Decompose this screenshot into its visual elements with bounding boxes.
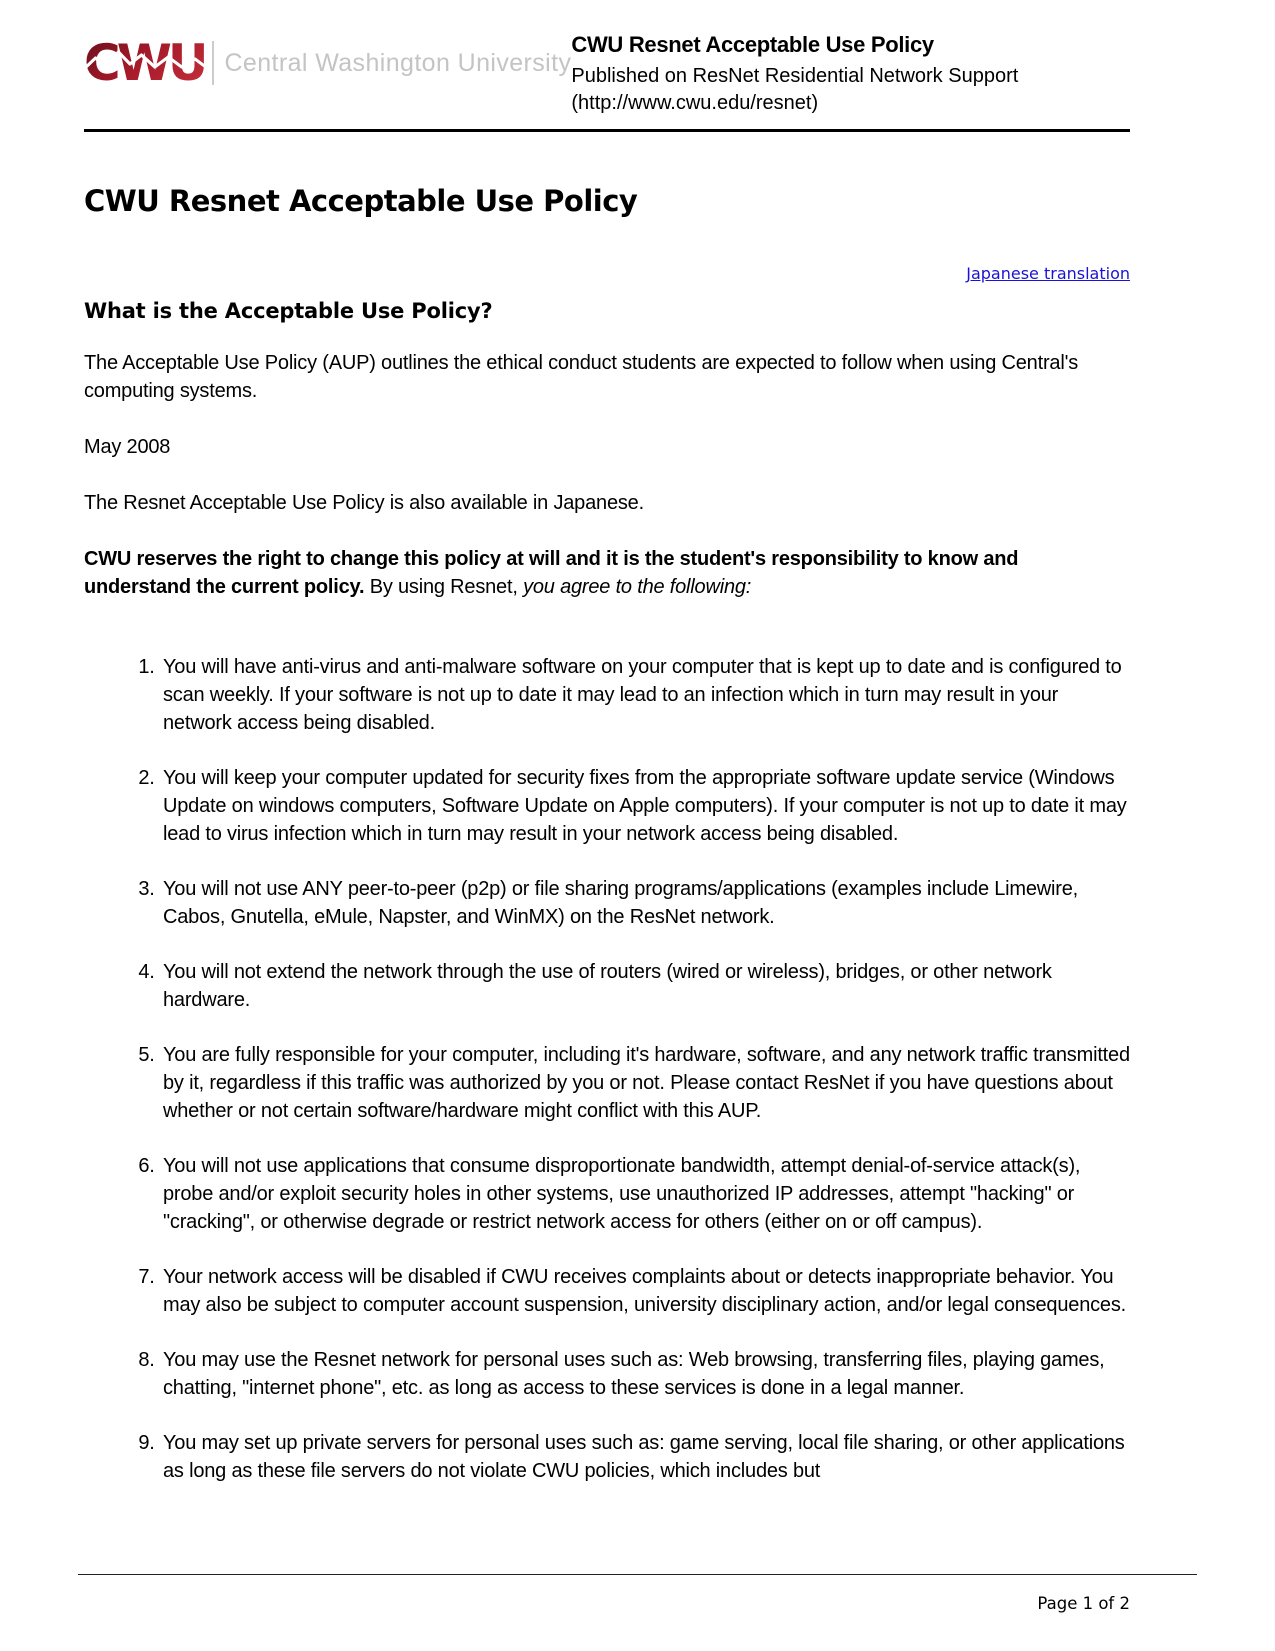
cwu-logo	[84, 30, 572, 92]
policy-rule: 6. You will not use applications that consume disproportionate bandwidth, attempt denial-of-service attack(s), probe and/or exploit security holes in other systems, use unauthorized IP addresses, attempt "hacking" or "cracking", or otherwise degrade or restrict network access for others (either on or off campus).	[160, 1152, 1130, 1236]
cwu-logo-text: CWU	[84, 34, 205, 92]
policy-rule: 2. You will keep your computer updated for security fixes from the appropriate software update service (Windows Update on windows computers, Software Update on Apple computers). If your computer is not up to date it may lead to virus infection which in turn may result in your network access being disabled.	[160, 764, 1130, 848]
policy-rule: 8. You may use the Resnet network for personal uses such as: Web browsing, transferring files, playing games, chatting, "internet phone", etc. as long as access to these services is done in a legal manner.	[160, 1346, 1130, 1402]
policy-rule: 5. You are fully responsible for your computer, including it's hardware, software, and any network traffic transmitted by it, regardless if this traffic was authorized by you or not. Please contact ResNet if you have questions about whether or not certain software/hardware might conflict with this AUP.	[160, 1041, 1130, 1125]
page-number: Page 1 of 2	[1037, 1594, 1130, 1613]
intro-paragraph: The Acceptable Use Policy (AUP) outlines the ethical conduct students are expected to follow when using Central's computing systems.	[84, 352, 1078, 402]
policy-rule: 1. You will have anti-virus and anti-malware software on your computer that is kept up to date and is configured to scan weekly. If your software is not up to date it may lead to an infection which in turn may result in your network access being disabled.	[160, 653, 1130, 737]
policy-rules-list	[84, 653, 1130, 1485]
header-title: CWU Resnet Acceptable Use Policy	[571, 32, 934, 57]
lead-normal-text: By using Resnet,	[364, 576, 524, 598]
header-rule	[84, 129, 1130, 132]
translation-link-row	[84, 264, 1130, 283]
header-published-line: Published on ResNet Residential Network Support	[571, 65, 1019, 87]
policy-rule: 4. You will not extend the network through the use of routers (wired or wireless), bridges, or other network hardware.	[160, 958, 1130, 1014]
logo-university-name: Central Washington University	[224, 48, 572, 77]
cwu-logo-acronym	[84, 34, 208, 92]
logo-divider	[212, 41, 214, 85]
availability-line: The Resnet Acceptable Use Policy is also available in Japanese.	[84, 492, 644, 514]
lead-bold-text: CWU reserves the right to change this policy at will and it is the student's responsibility to know and understand the current policy.	[84, 548, 1019, 598]
header-text-block	[571, 30, 1130, 117]
page-header	[84, 30, 1130, 117]
date-line: May 2008	[84, 436, 171, 458]
section-heading: What is the Acceptable Use Policy?	[84, 299, 493, 323]
header-url-line: (http://www.cwu.edu/resnet)	[571, 92, 819, 114]
policy-rule: 3. You will not use ANY peer-to-peer (p2p) or file sharing programs/applications (examples include Limewire, Cabos, Gnutella, eMule, Napster, and WinMX) on the ResNet network.	[160, 875, 1130, 931]
policy-rule: 9. You may set up private servers for personal uses such as: game serving, local file sharing, or other applications as long as these file servers do not violate CWU policies, which includes but	[160, 1429, 1130, 1485]
document-body	[84, 349, 1130, 1485]
page-title: CWU Resnet Acceptable Use Policy	[84, 184, 638, 218]
lead-italic-text: you agree to the following:	[523, 576, 752, 598]
policy-rule: 7. Your network access will be disabled if CWU receives complaints about or detects inappropriate behavior. You may also be subject to computer account suspension, university disciplinary action, and/or legal consequences.	[160, 1263, 1130, 1319]
page-footer	[78, 1574, 1197, 1613]
japanese-translation-link[interactable]: Japanese translation	[966, 264, 1130, 283]
lead-paragraph	[84, 545, 1130, 601]
